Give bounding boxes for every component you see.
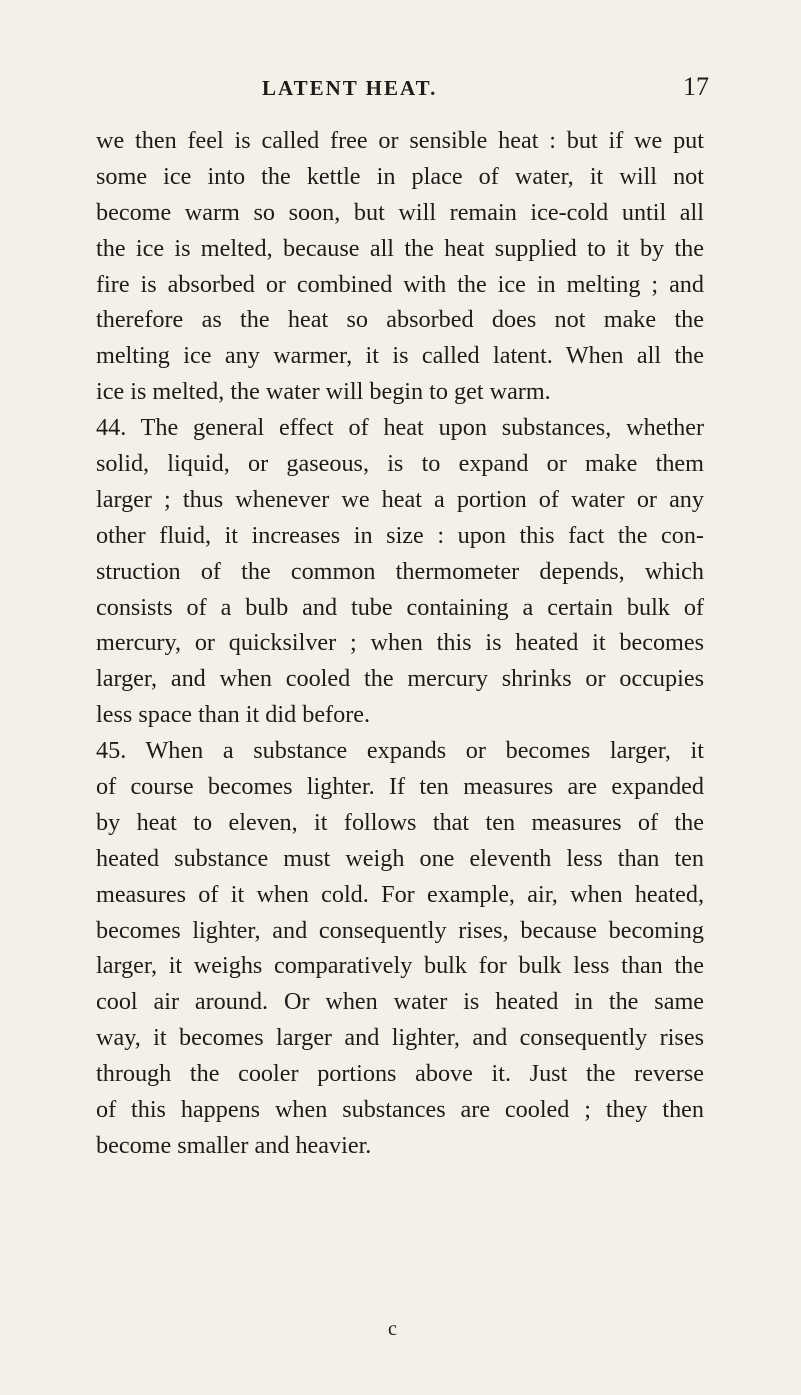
text-line: 45. When a substance expands or becomes larger, it xyxy=(96,737,704,765)
body-text xyxy=(96,123,704,1164)
text-line: some ice into the kettle in place of water, it will not xyxy=(96,162,704,190)
text-line: larger, and when cooled the mercury shrinks or occupies xyxy=(96,665,704,693)
text-line: way, it becomes larger and lighter, and consequently rises xyxy=(96,1024,704,1052)
text-line: consists of a bulb and tube containing a certain bulk of xyxy=(96,593,704,621)
text-line: struction of the common thermometer depends, which xyxy=(96,557,704,585)
text-line: larger ; thus whenever we heat a portion of water or any xyxy=(96,485,704,513)
text-line: by heat to eleven, it follows that ten measures of the xyxy=(96,808,704,836)
text-line: cool air around. Or when water is heated in the same xyxy=(96,988,704,1016)
text-line: fire is absorbed or combined with the ice in melting ; and xyxy=(96,270,704,298)
text-line: become smaller and heavier. xyxy=(96,1131,372,1159)
text-line: therefore as the heat so absorbed does not make the xyxy=(96,306,704,334)
text-line: measures of it when cold. For example, air, when heated, xyxy=(96,880,704,908)
text-line: larger, it weighs comparatively bulk for bulk less than the xyxy=(96,952,704,980)
text-line: heated substance must weigh one eleventh less than ten xyxy=(96,844,704,872)
text-line: other fluid, it increases in size : upon this fact the con- xyxy=(96,521,704,549)
text-line: of course becomes lighter. If ten measures are expanded xyxy=(96,773,704,801)
text-line: solid, liquid, or gaseous, is to expand or make them xyxy=(96,450,704,478)
running-head xyxy=(0,72,801,106)
signature-mark: c xyxy=(388,1318,397,1340)
text-line: of this happens when substances are cooled ; they then xyxy=(96,1096,704,1124)
text-line: through the cooler portions above it. Just the reverse xyxy=(96,1060,704,1088)
text-line: less space than it did before. xyxy=(96,701,371,729)
text-line: 44. The general effect of heat upon substances, whether xyxy=(96,414,704,442)
text-line: we then feel is called free or sensible heat : but if we put xyxy=(96,127,704,154)
text-line: becomes lighter, and consequently rises, because becoming xyxy=(96,916,704,944)
text-line: melting ice any warmer, it is called latent. When all the xyxy=(96,342,704,370)
text-line: mercury, or quicksilver ; when this is heated it becomes xyxy=(96,629,704,657)
text-line: the ice is melted, because all the heat supplied to it by the xyxy=(96,234,704,262)
text-line: become warm so soon, but will remain ice-cold until all xyxy=(96,198,704,226)
running-title: LATENT HEAT. xyxy=(262,76,438,100)
page-number: 17 xyxy=(683,72,709,101)
text-line: ice is melted, the water will begin to get warm. xyxy=(96,378,551,406)
